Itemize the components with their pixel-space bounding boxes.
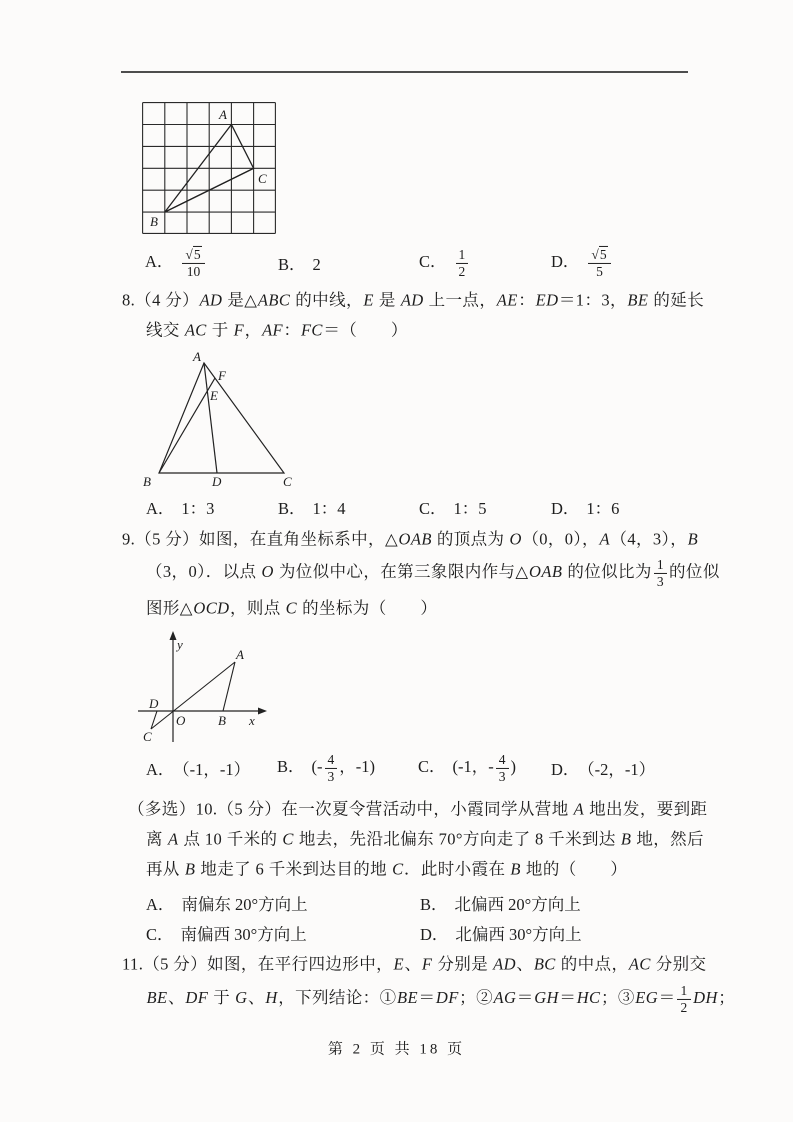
q7-option-a <box>145 247 207 279</box>
option-text: $\frac{√5}{5}$ <box>586 252 612 271</box>
option-letter: C． <box>419 499 447 518</box>
option-text: $\frac{1}{2}$ <box>454 252 471 271</box>
option-text: 2 <box>312 255 321 274</box>
option-text: （-2，-1） <box>586 760 656 779</box>
option-letter: A． <box>146 895 175 914</box>
header-rule <box>121 71 688 73</box>
q7-grid-figure <box>142 102 276 234</box>
option-letter: D． <box>551 499 580 518</box>
option-letter: D． <box>551 251 580 271</box>
vertex-label-e: E <box>210 388 218 403</box>
option-letter: D． <box>551 760 580 779</box>
vertex-label-b: B <box>143 474 151 489</box>
option-text: 北偏西 20°方向上 <box>454 895 581 914</box>
q11-stem-line-1: 11.（5 分）如图，在平行四边形中，E、F 分别是 AD、BC 的中点，AC 分别交 <box>122 954 707 974</box>
vertex-label-b: B <box>218 713 226 728</box>
vertex-label-f: F <box>218 368 226 383</box>
option-text: (- $\frac{4}{3}$ ，-1) <box>311 751 376 784</box>
q8-option-c <box>419 495 487 519</box>
q8-option-b <box>278 495 346 519</box>
option-text: $\frac{√5}{10}$ <box>180 252 206 271</box>
q8-stem-line-1: 8.（4 分）AD 是△ABC 的中线，E 是 AD 上一点，AE：ED＝1：3，BE 的延长 <box>122 290 705 310</box>
option-letter: B． <box>277 756 305 776</box>
origin-label-o: O <box>176 713 186 728</box>
y-axis-arrow <box>170 631 177 640</box>
vertex-label-a: A <box>193 349 201 364</box>
q7-option-c <box>419 247 470 279</box>
q7-option-b <box>278 251 321 275</box>
option-letter: B． <box>420 895 448 914</box>
vertex-label-c: C <box>258 171 267 186</box>
option-text: （-1，-1） <box>181 760 251 779</box>
option-text: (-1，- $\frac{4}{3}$ ) <box>452 751 517 784</box>
option-letter: A． <box>146 760 175 779</box>
option-letter: C． <box>419 251 447 271</box>
vertex-label-d: D <box>212 474 222 489</box>
vertex-label-c: C <box>283 474 292 489</box>
option-letter: B． <box>278 499 306 518</box>
vertex-label-a: A <box>236 647 244 662</box>
option-letter: D． <box>420 925 449 944</box>
q10-stem-line-2: 离 A 点 10 千米的 C 地去，先沿北偏东 70°方向走了 8 千米到达 B 地，然后 <box>146 829 704 849</box>
vertex-label-c: C <box>143 729 152 744</box>
q9-option-b <box>277 752 375 784</box>
option-text: 南偏东 20°方向上 <box>181 895 308 914</box>
q9-coordinate-figure <box>135 630 270 745</box>
q10-option-b <box>420 891 581 915</box>
axis-label-x: x <box>249 713 255 728</box>
q10-option-d <box>420 921 582 945</box>
q9-option-d <box>551 756 655 780</box>
option-text: 1：3 <box>181 499 215 518</box>
grid-lines <box>143 103 276 234</box>
x-axis-arrow <box>258 708 267 715</box>
q8-option-d <box>551 495 619 519</box>
q10-stem-line-1: （多选）10.（5 分）在一次夏令营活动中，小霞同学从营地 A 地出发，要到距 <box>128 799 708 819</box>
q10-option-a <box>146 891 308 915</box>
option-letter: C． <box>146 925 174 944</box>
q8-triangle-figure <box>140 350 300 490</box>
q9-option-c <box>418 752 516 784</box>
q8-stem-line-2: 线交 AC 于 F，AF：FC＝（ ） <box>146 320 408 340</box>
option-letter: B． <box>278 255 306 274</box>
vertex-label-b: B <box>150 214 158 229</box>
option-text: 南偏西 30°方向上 <box>180 925 307 944</box>
vertex-label-a: A <box>219 107 227 122</box>
q7-option-d <box>551 247 613 279</box>
option-text: 1：5 <box>453 499 487 518</box>
option-text: 北偏西 30°方向上 <box>455 925 582 944</box>
axis-label-y: y <box>177 637 183 652</box>
q9-stem-line-2: （3，0）．以点 O 为位似中心，在第三象限内作与△OAB 的位似比为 $\frac{1}{3}$ 的位似 <box>146 556 720 589</box>
q10-option-c <box>146 921 307 945</box>
option-text: 1：6 <box>586 499 620 518</box>
option-text: 1：4 <box>312 499 346 518</box>
q11-stem-line-2: BE、DF 于 G、H，下列结论：①BE＝DF；②AG＝GH＝HC；③EG＝ $\frac{1}{2}$ DH； <box>146 982 736 1015</box>
option-letter: A． <box>146 499 175 518</box>
q10-stem-line-3: 再从 B 地走了 6 千米到达目的地 C．此时小霞在 B 地的（ ） <box>146 859 628 879</box>
option-letter: A． <box>145 251 174 271</box>
page-number-footer: 第 2 页 共 18 页 <box>327 1041 466 1058</box>
q9-stem-line-1: 9.（5 分）如图，在直角坐标系中，△OAB 的顶点为 O（0，0），A（4，3），B <box>122 529 699 549</box>
option-letter: C． <box>418 756 446 776</box>
q9-stem-line-3: 图形△OCD，则点 C 的坐标为（ ） <box>146 598 438 618</box>
q8-option-a <box>146 495 214 519</box>
q9-option-a <box>146 756 250 780</box>
vertex-label-d: D <box>149 696 159 711</box>
